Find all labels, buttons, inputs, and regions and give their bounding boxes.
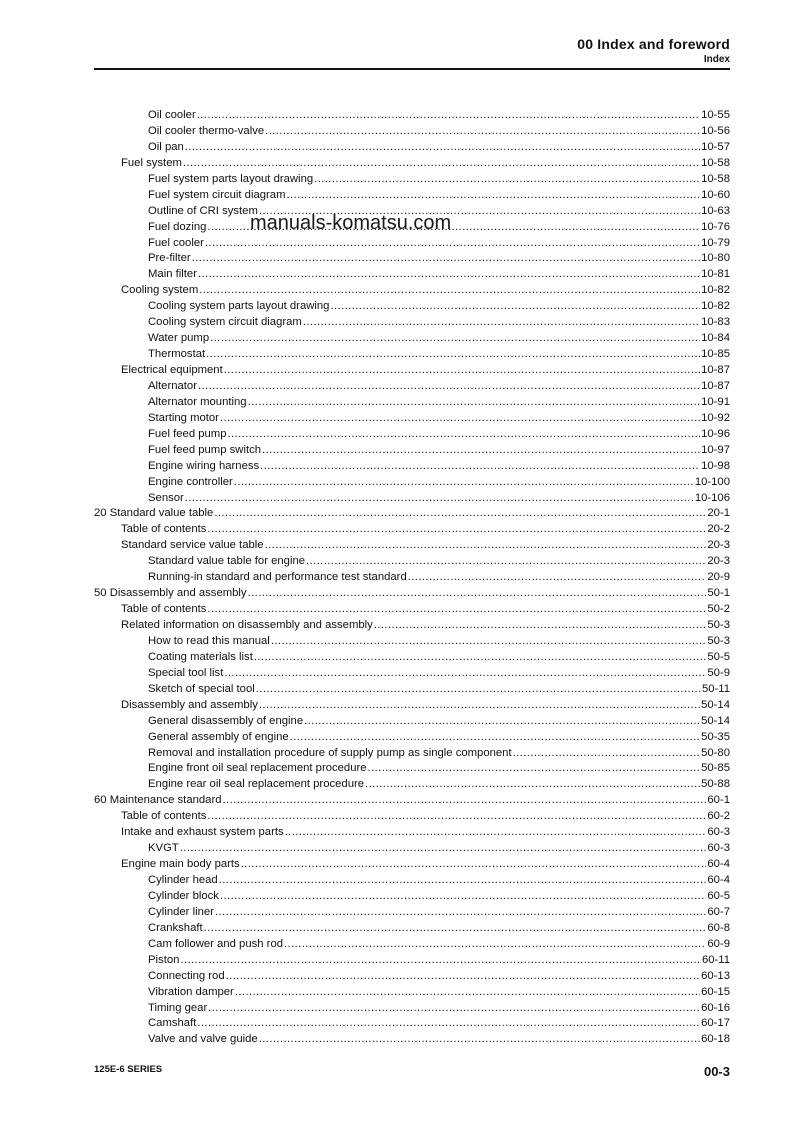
toc-entry-page: 50-85 bbox=[701, 762, 730, 775]
toc-entry-page: 60-17 bbox=[701, 1017, 730, 1030]
toc-entry-title: Alternator mounting bbox=[148, 395, 247, 408]
toc-entry-page: 50-35 bbox=[701, 730, 730, 743]
toc-dot-leader bbox=[180, 841, 707, 857]
toc-entry-page: 60-8 bbox=[707, 921, 730, 934]
toc-dot-leader bbox=[330, 299, 700, 315]
toc-entry-page: 60-3 bbox=[707, 842, 730, 855]
toc-entry[interactable] bbox=[94, 1001, 730, 1017]
toc-entry-title: Fuel feed pump bbox=[148, 427, 227, 440]
toc-entry[interactable] bbox=[94, 363, 730, 379]
toc-entry[interactable] bbox=[94, 730, 730, 746]
toc-dot-leader bbox=[265, 538, 707, 554]
toc-entry-page: 60-3 bbox=[707, 826, 730, 839]
toc-dot-leader bbox=[256, 682, 701, 698]
toc-entry-page: 50-14 bbox=[701, 714, 730, 727]
toc-entry-title: Standard service value table bbox=[121, 539, 264, 552]
toc-entry-title: Crankshaft bbox=[148, 921, 203, 934]
toc-entry[interactable] bbox=[94, 873, 730, 889]
toc-entry[interactable] bbox=[94, 937, 730, 953]
toc-entry-title: Related information on disassembly and assembly bbox=[121, 619, 373, 631]
toc-entry-title: Cam follower and push rod bbox=[148, 937, 284, 950]
toc-dot-leader bbox=[235, 985, 700, 1001]
toc-dot-leader bbox=[210, 331, 700, 347]
toc-dot-leader bbox=[219, 873, 707, 889]
toc-entry-title: Water pump bbox=[148, 332, 210, 345]
toc-entry-page: 50-9 bbox=[707, 666, 730, 679]
toc-entry-page: 10-97 bbox=[701, 443, 730, 456]
toc-entry-page: 10-55 bbox=[701, 109, 730, 121]
toc-entry[interactable] bbox=[94, 666, 730, 682]
toc-dot-leader bbox=[374, 618, 707, 634]
section-subtitle: Index bbox=[703, 54, 730, 65]
toc-entry-page: 50-3 bbox=[707, 634, 730, 647]
toc-dot-leader bbox=[265, 124, 700, 140]
toc-entry[interactable] bbox=[94, 889, 730, 905]
toc-dot-leader bbox=[234, 475, 694, 491]
toc-entry[interactable] bbox=[94, 538, 730, 554]
toc-entry[interactable] bbox=[94, 570, 730, 586]
toc-entry[interactable] bbox=[94, 379, 730, 395]
toc-entry-page: 50-5 bbox=[707, 650, 730, 663]
toc-entry-page: 10-98 bbox=[701, 459, 730, 472]
toc-dot-leader bbox=[314, 172, 700, 188]
toc-entry-title: Table of contents bbox=[121, 810, 207, 823]
toc-dot-leader bbox=[224, 363, 700, 379]
header-divider bbox=[94, 68, 730, 70]
toc-entry-title: Alternator bbox=[148, 379, 197, 392]
toc-entry-title: Intake and exhaust system parts bbox=[121, 826, 284, 839]
toc-dot-leader bbox=[228, 427, 701, 443]
toc-dot-leader bbox=[241, 857, 707, 873]
toc-dot-leader bbox=[192, 251, 700, 267]
toc-entry[interactable] bbox=[94, 315, 730, 331]
toc-dot-leader bbox=[206, 347, 700, 363]
toc-entry-title: Timing gear bbox=[148, 1001, 208, 1014]
toc-dot-leader bbox=[183, 156, 700, 172]
toc-dot-leader bbox=[198, 267, 700, 283]
toc-entry-title: KVGT bbox=[148, 842, 179, 855]
toc-entry-page: 20-3 bbox=[707, 555, 730, 568]
toc-dot-leader bbox=[259, 698, 700, 714]
toc-entry-page: 60-5 bbox=[707, 889, 730, 902]
toc-entry[interactable] bbox=[94, 618, 730, 634]
toc-entry-page: 60-2 bbox=[707, 810, 730, 823]
toc-entry-title: Standard value table for engine bbox=[148, 555, 306, 568]
toc-entry-page: 10-106 bbox=[694, 491, 730, 504]
toc-entry[interactable] bbox=[94, 953, 730, 969]
toc-entry-title: Table of contents bbox=[121, 603, 207, 616]
toc-entry-page: 20-2 bbox=[707, 523, 730, 536]
toc-entry-title: Cylinder head bbox=[148, 874, 218, 886]
toc-entry[interactable] bbox=[94, 427, 730, 443]
toc-entry-page: 10-63 bbox=[701, 204, 730, 217]
toc-entry-title: Coating materials list bbox=[148, 650, 253, 663]
toc-entry-page: 10-80 bbox=[701, 252, 730, 265]
toc-entry[interactable] bbox=[94, 921, 730, 937]
toc-entry-page: 10-79 bbox=[701, 236, 730, 249]
toc-dot-leader bbox=[285, 825, 707, 841]
toc-entry-page: 50-11 bbox=[701, 682, 730, 695]
toc-entry[interactable] bbox=[94, 347, 730, 363]
toc-entry[interactable] bbox=[94, 650, 730, 666]
toc-entry-title: Piston bbox=[148, 953, 180, 966]
toc-entry-page: 20-3 bbox=[707, 539, 730, 552]
toc-entry-page: 10-85 bbox=[701, 348, 730, 361]
toc-entry[interactable] bbox=[94, 682, 730, 698]
toc-entry[interactable] bbox=[94, 714, 730, 730]
toc-entry-title: Sketch of special tool bbox=[148, 682, 255, 695]
toc-entry[interactable] bbox=[94, 698, 730, 714]
toc-entry-title: 50 Disassembly and assembly bbox=[94, 587, 247, 600]
toc-dot-leader bbox=[368, 761, 701, 777]
toc-entry[interactable] bbox=[94, 156, 730, 172]
toc-entry-title: Cylinder block bbox=[148, 889, 219, 902]
toc-dot-leader bbox=[199, 283, 700, 299]
toc-dot-leader bbox=[303, 315, 700, 331]
toc-entry-title: Starting motor bbox=[148, 411, 219, 424]
toc-entry[interactable] bbox=[94, 825, 730, 841]
toc-entry-page: 60-16 bbox=[701, 1001, 730, 1014]
toc-entry-page: 60-13 bbox=[701, 969, 730, 982]
toc-entry-page: 60-7 bbox=[707, 905, 730, 918]
toc-entry-title: Oil pan bbox=[148, 140, 184, 153]
toc-entry[interactable] bbox=[94, 491, 730, 507]
toc-entry-page: 60-11 bbox=[701, 953, 730, 966]
toc-entry[interactable] bbox=[94, 857, 730, 873]
toc-entry-title: Running-in standard and performance test standard bbox=[148, 571, 407, 584]
toc-entry[interactable] bbox=[94, 969, 730, 985]
toc-dot-leader bbox=[290, 730, 700, 746]
toc-entry-page: 60-1 bbox=[707, 794, 730, 807]
toc-entry-title: Disassembly and assembly bbox=[121, 698, 258, 711]
toc-entry[interactable] bbox=[94, 841, 730, 857]
toc-entry[interactable] bbox=[94, 188, 730, 204]
toc-entry-page: 50-14 bbox=[701, 698, 730, 711]
toc-entry-title: 20 Standard value table bbox=[94, 507, 214, 520]
toc-entry-page: 10-87 bbox=[701, 379, 730, 392]
toc-dot-leader bbox=[226, 969, 700, 985]
toc-entry-title: Camshaft bbox=[148, 1017, 197, 1030]
toc-entry-title: Sensor bbox=[148, 491, 184, 504]
toc-entry-page: 10-82 bbox=[701, 300, 730, 313]
toc-entry-page: 60-9 bbox=[707, 937, 730, 950]
toc-entry[interactable] bbox=[94, 108, 730, 124]
toc-entry-page: 60-15 bbox=[701, 985, 730, 998]
toc-dot-leader bbox=[262, 443, 700, 459]
toc-entry-page: 10-92 bbox=[701, 411, 730, 424]
toc-entry[interactable] bbox=[94, 411, 730, 427]
toc-entry-title: Engine controller bbox=[148, 475, 233, 488]
toc-entry-page: 60-4 bbox=[707, 874, 730, 886]
toc-entry[interactable] bbox=[94, 761, 730, 777]
toc-entry-title: Valve and valve guide bbox=[148, 1033, 258, 1046]
footer-page-number: 00-3 bbox=[703, 1064, 730, 1079]
toc-entry-title: Electrical equipment bbox=[121, 364, 223, 376]
toc-entry-title: Outline of CRI system bbox=[148, 204, 258, 217]
toc-entry-page: 50-1 bbox=[707, 587, 730, 600]
toc-dot-leader bbox=[271, 634, 707, 650]
toc-entry-page: 50-3 bbox=[707, 619, 730, 631]
toc-entry-page: 20-9 bbox=[707, 571, 730, 584]
toc-entry[interactable] bbox=[94, 459, 730, 475]
toc-entry-title: Cooling system bbox=[121, 284, 199, 297]
toc-entry-title: How to read this manual bbox=[148, 634, 270, 647]
toc-entry-page: 10-58 bbox=[701, 156, 730, 169]
watermark-text: manuals-komatsu.com bbox=[250, 212, 452, 234]
toc-dot-leader bbox=[207, 602, 706, 618]
toc-dot-leader bbox=[185, 491, 694, 507]
toc-entry-page: 50-88 bbox=[701, 778, 730, 791]
toc-entry-title: General disassembly of engine bbox=[148, 714, 304, 727]
toc-dot-leader bbox=[197, 108, 700, 124]
toc-entry-title: Fuel system circuit diagram bbox=[148, 188, 286, 201]
toc-dot-leader bbox=[260, 459, 700, 475]
toc-entry-title: Fuel system parts layout drawing bbox=[148, 172, 314, 185]
toc-entry[interactable] bbox=[94, 985, 730, 1001]
toc-entry-title: Fuel dozing bbox=[148, 220, 207, 233]
toc-dot-leader bbox=[254, 650, 707, 666]
toc-dot-leader bbox=[185, 140, 700, 156]
toc-entry-title: Engine rear oil seal replacement procedure bbox=[148, 778, 365, 791]
table-of-contents bbox=[94, 108, 730, 1048]
toc-entry[interactable] bbox=[94, 331, 730, 347]
toc-entry[interactable] bbox=[94, 124, 730, 140]
toc-entry-title: Cooling system parts layout drawing bbox=[148, 300, 330, 313]
toc-entry-title: Fuel cooler bbox=[148, 236, 204, 249]
toc-entry-title: Engine main body parts bbox=[121, 858, 240, 871]
toc-dot-leader bbox=[259, 1032, 700, 1048]
toc-entry-page: 10-87 bbox=[701, 364, 730, 376]
toc-entry-page: 50-80 bbox=[701, 746, 730, 759]
toc-entry[interactable] bbox=[94, 299, 730, 315]
toc-entry-page: 10-84 bbox=[701, 332, 730, 345]
toc-dot-leader bbox=[220, 889, 706, 905]
toc-dot-leader bbox=[215, 905, 706, 921]
toc-entry[interactable] bbox=[94, 172, 730, 188]
toc-entry-title: Thermostat bbox=[148, 348, 206, 361]
toc-entry[interactable] bbox=[94, 395, 730, 411]
toc-dot-leader bbox=[223, 793, 707, 809]
toc-dot-leader bbox=[198, 379, 700, 395]
toc-dot-leader bbox=[365, 777, 700, 793]
toc-dot-leader bbox=[180, 953, 701, 969]
toc-entry-page: 60-18 bbox=[701, 1033, 730, 1046]
toc-entry-page: 10-58 bbox=[701, 172, 730, 185]
toc-entry[interactable] bbox=[94, 236, 730, 252]
toc-entry[interactable] bbox=[94, 251, 730, 267]
toc-entry-title: Fuel system bbox=[121, 156, 182, 169]
toc-entry[interactable] bbox=[94, 905, 730, 921]
toc-entry-page: 20-1 bbox=[707, 507, 730, 520]
toc-entry-page: 10-91 bbox=[701, 395, 730, 408]
toc-entry-title: Removal and installation procedure of supply pump as single component bbox=[148, 746, 512, 759]
toc-entry-title: Fuel feed pump switch bbox=[148, 443, 262, 456]
toc-entry[interactable] bbox=[94, 283, 730, 299]
toc-dot-leader bbox=[248, 395, 701, 411]
toc-dot-leader bbox=[208, 1001, 700, 1017]
toc-entry-page: 10-76 bbox=[701, 220, 730, 233]
toc-entry[interactable] bbox=[94, 443, 730, 459]
toc-entry-title: Connecting rod bbox=[148, 969, 225, 982]
toc-entry[interactable] bbox=[94, 1016, 730, 1032]
toc-entry[interactable] bbox=[94, 554, 730, 570]
toc-entry-page: 10-81 bbox=[701, 268, 730, 281]
toc-dot-leader bbox=[207, 522, 706, 538]
toc-dot-leader bbox=[513, 746, 700, 762]
toc-dot-leader bbox=[284, 937, 706, 953]
toc-entry-page: 10-82 bbox=[701, 284, 730, 297]
toc-dot-leader bbox=[306, 554, 706, 570]
toc-entry[interactable] bbox=[94, 793, 730, 809]
toc-entry-page: 10-60 bbox=[701, 188, 730, 201]
toc-entry-title: Cylinder liner bbox=[148, 905, 214, 918]
toc-entry[interactable] bbox=[94, 602, 730, 618]
toc-entry-title: Main filter bbox=[148, 268, 197, 281]
toc-entry-title: Special tool list bbox=[148, 666, 224, 679]
toc-entry-title: Vibration damper bbox=[148, 985, 234, 998]
toc-dot-leader bbox=[207, 809, 706, 825]
toc-dot-leader bbox=[408, 570, 707, 586]
footer-model: 125E-6 SERIES bbox=[94, 1064, 163, 1075]
toc-dot-leader bbox=[304, 714, 700, 730]
toc-entry[interactable] bbox=[94, 475, 730, 491]
toc-entry[interactable] bbox=[94, 809, 730, 825]
toc-dot-leader bbox=[220, 411, 700, 427]
toc-dot-leader bbox=[204, 921, 707, 937]
toc-entry-title: Pre-filter bbox=[148, 252, 191, 265]
toc-dot-leader bbox=[197, 1016, 700, 1032]
toc-entry-page: 10-83 bbox=[701, 316, 730, 329]
toc-entry-title: Cooling system circuit diagram bbox=[148, 316, 302, 329]
toc-dot-leader bbox=[224, 666, 706, 682]
toc-entry[interactable] bbox=[94, 267, 730, 283]
section-title: 00 Index and foreword bbox=[577, 36, 730, 52]
toc-entry-title: Engine front oil seal replacement procedure bbox=[148, 762, 367, 775]
toc-entry-title: General assembly of engine bbox=[148, 730, 289, 743]
toc-dot-leader bbox=[286, 188, 700, 204]
toc-entry-page: 10-100 bbox=[694, 475, 730, 488]
toc-entry[interactable] bbox=[94, 746, 730, 762]
toc-entry[interactable] bbox=[94, 506, 730, 522]
toc-dot-leader bbox=[248, 586, 707, 602]
toc-entry[interactable] bbox=[94, 634, 730, 650]
toc-entry-title: Oil cooler bbox=[148, 109, 196, 121]
toc-entry-page: 10-57 bbox=[701, 140, 730, 153]
toc-entry-title: Oil cooler thermo-valve bbox=[148, 124, 265, 137]
toc-entry-page: 60-4 bbox=[707, 858, 730, 871]
toc-entry-title: Table of contents bbox=[121, 523, 207, 536]
toc-entry[interactable] bbox=[94, 522, 730, 538]
toc-entry[interactable] bbox=[94, 586, 730, 602]
toc-entry-page: 10-96 bbox=[701, 427, 730, 440]
toc-dot-leader bbox=[214, 506, 706, 522]
toc-entry-title: Engine wiring harness bbox=[148, 459, 260, 472]
toc-entry[interactable] bbox=[94, 777, 730, 793]
toc-entry-page: 10-56 bbox=[701, 124, 730, 137]
toc-dot-leader bbox=[205, 236, 700, 252]
toc-entry-title: 60 Maintenance standard bbox=[94, 794, 222, 807]
toc-entry-page: 50-2 bbox=[707, 603, 730, 616]
toc-entry[interactable] bbox=[94, 1032, 730, 1048]
toc-entry[interactable] bbox=[94, 140, 730, 156]
